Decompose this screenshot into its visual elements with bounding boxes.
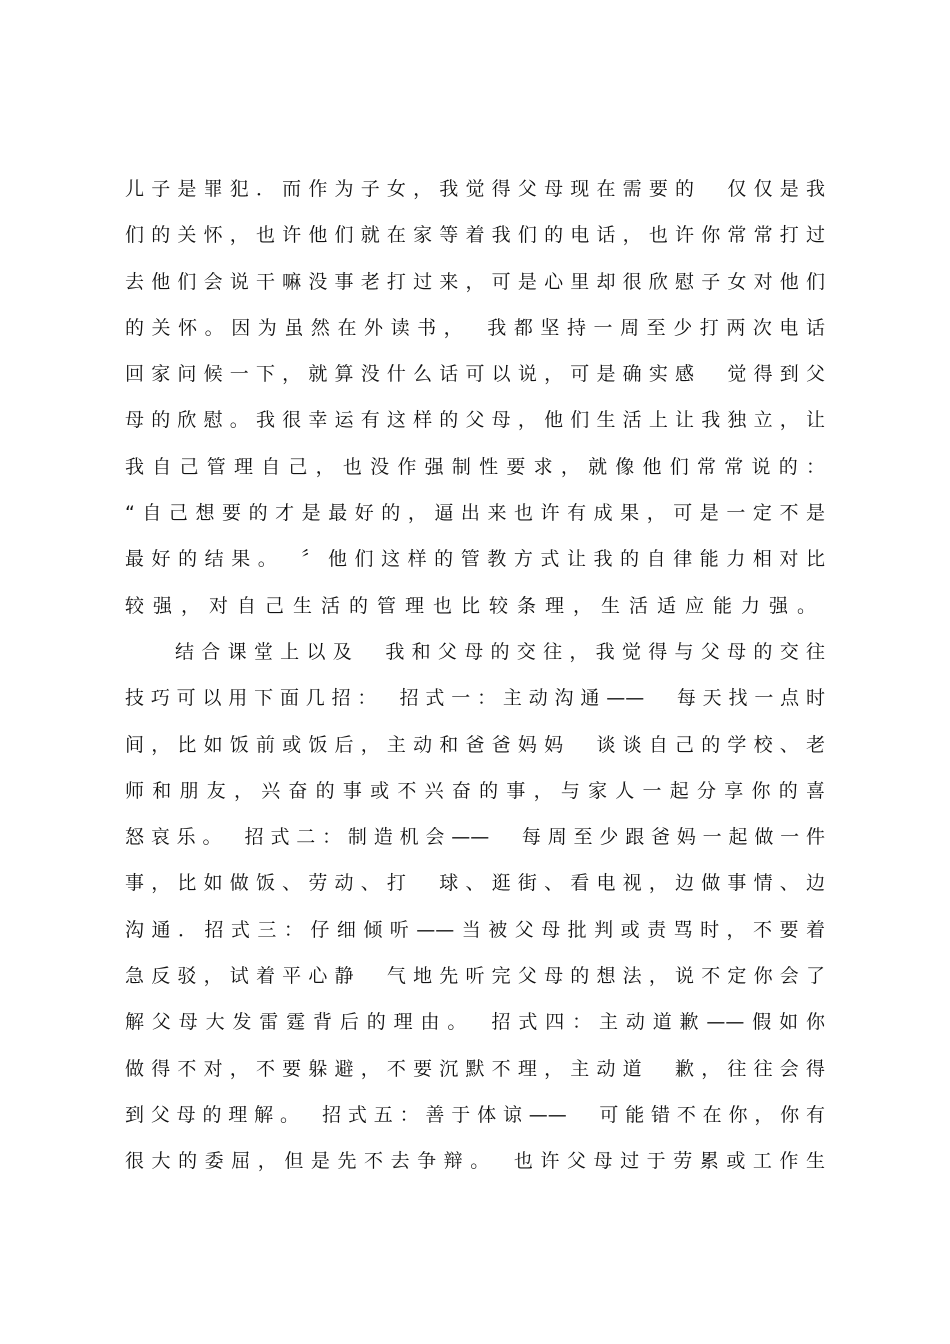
text-line: 怒哀乐。 招式二：制造机会—— 每周至少跟爸妈一起做一件	[125, 826, 825, 849]
text-line: 去他们会说干嘛没事老打过来，可是心里却很欣慰子女对他们	[125, 270, 825, 293]
text-line: “自己想要的才是最好的，逼出来也许有成果，可是一定不是	[125, 502, 825, 525]
body-text	[125, 166, 825, 1185]
text-line: 我自己管理自己，也没作强制性要求，就像他们常常说的：	[125, 455, 825, 478]
text-line: 较强，对自己生活的管理也比较条理，生活适应能力强。	[125, 594, 826, 617]
text-line: 到父母的理解。 招式五：善于体谅—— 可能错不在你，你有	[125, 1103, 825, 1126]
text-line: 们的关怀，也许他们就在家等着我们的电话，也许你常常打过	[125, 224, 825, 247]
text-line: 回家问候一下，就算没什么话可以说，可是确实感 觉得到父	[125, 363, 825, 386]
text-line: 很大的委屈，但是先不去争辩。 也许父母过于劳累或工作生	[125, 1150, 825, 1173]
text-line: 事，比如做饭、劳动、打 球、逛街、看电视，边做事情、边	[125, 872, 825, 895]
text-line: 最好的结果。 〞他们这样的管教方式让我的自律能力相对比	[125, 548, 825, 571]
text-line: 技巧可以用下面几招： 招式一：主动沟通—— 每天找一点时	[125, 687, 825, 710]
text-line: 的关怀。因为虽然在外读书， 我都坚持一周至少打两次电话	[125, 316, 825, 339]
text-line: 间，比如饭前或饭后，主动和爸爸妈妈 谈谈自己的学校、老	[125, 733, 825, 756]
paragraph-start-line: 结合课堂上以及 我和父母的交往，我觉得与父母的交往	[175, 640, 825, 663]
text-line: 沟通．招式三：仔细倾听——当被父母批判或责骂时，不要着	[125, 918, 825, 941]
text-line: 母的欣慰。我很幸运有这样的父母，他们生活上让我独立，让	[125, 409, 825, 432]
text-line: 做得不对，不要躲避，不要沉默不理，主动道 歉，往往会得	[125, 1057, 825, 1080]
text-line: 急反驳，试着平心静 气地先听完父母的想法，说不定你会了	[125, 965, 825, 988]
text-line: 儿子是罪犯．而作为子女，我觉得父母现在需要的 仅仅是我	[125, 178, 825, 200]
text-line: 解父母大发雷霆背后的理由。 招式四：主动道歉——假如你	[125, 1011, 825, 1034]
text-line: 师和朋友，兴奋的事或不兴奋的事，与家人一起分享你的喜	[125, 779, 825, 802]
